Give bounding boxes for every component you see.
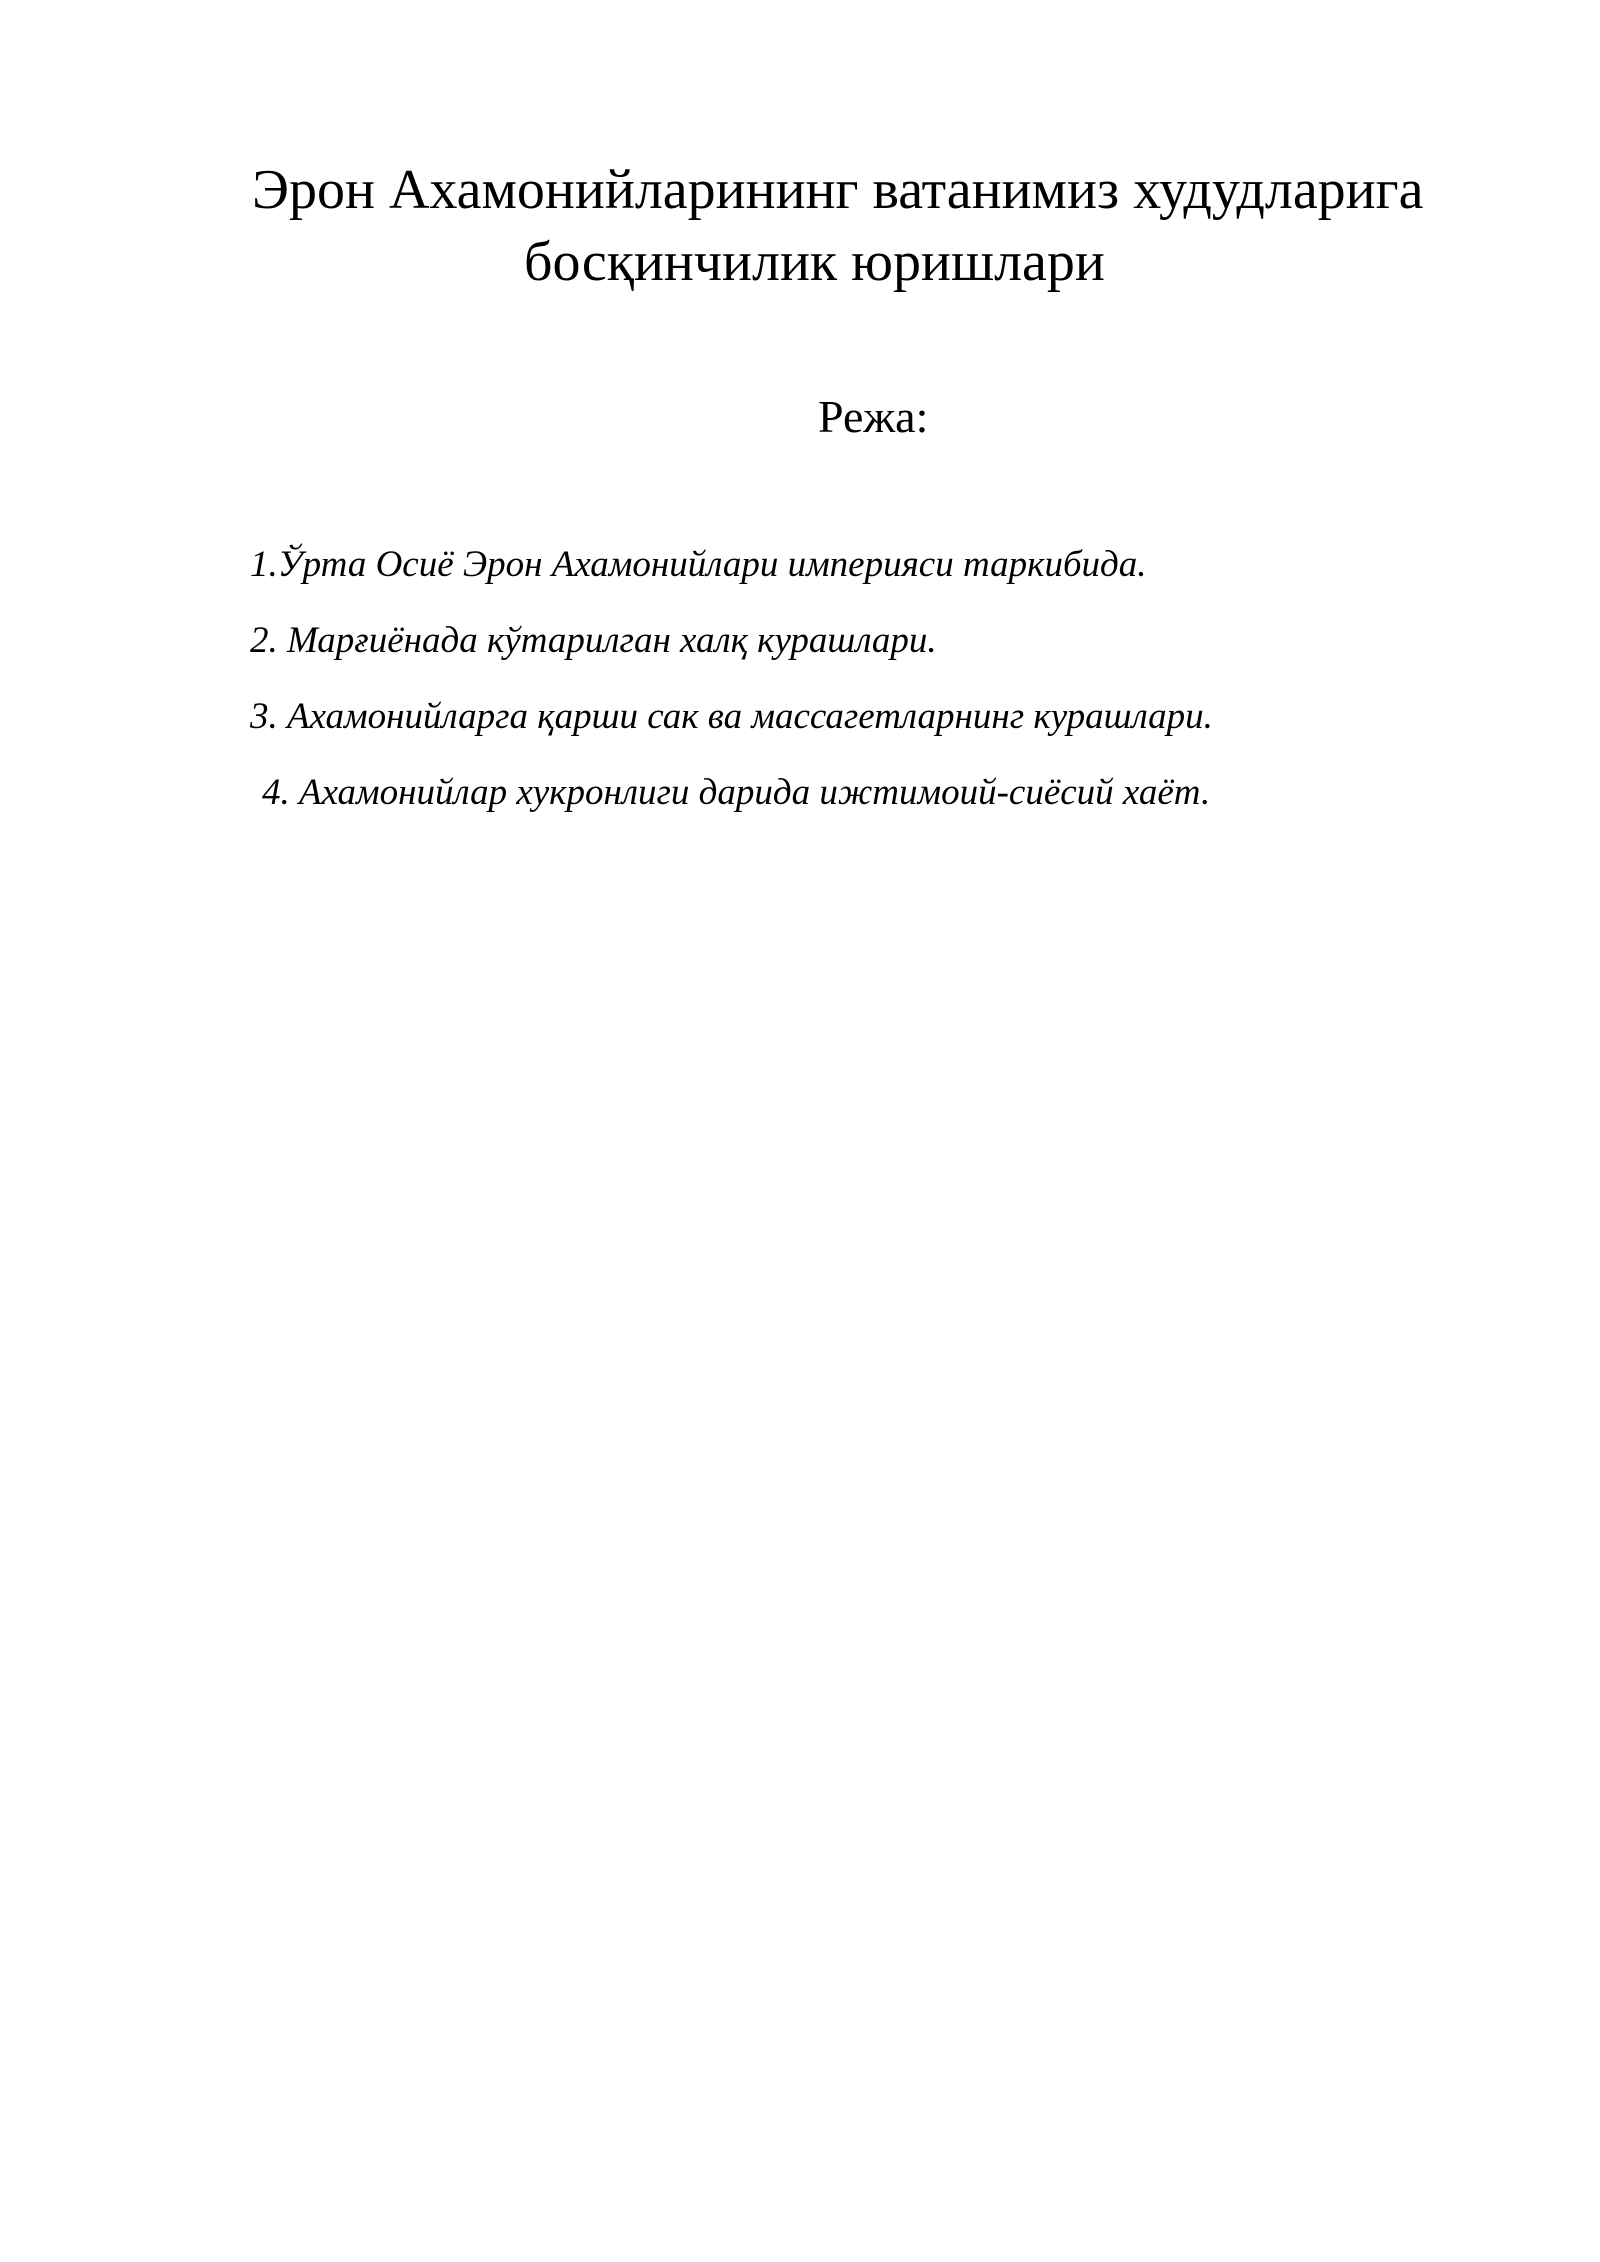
document-title-line-1: Эрон Ахамонийларининг ватанимиз худудларига [252, 159, 1424, 221]
plan-item: 1.Ўрта Осиё Эрон Ахамонийлари империяси таркибида. [250, 544, 1147, 585]
plan-item: 4. Ахамонийлар хукронлиги дарида ижтимоий-сиёсий хаёт. [262, 772, 1211, 813]
document-title-line-2: босқинчилик юришлари [524, 231, 1105, 293]
plan-item: 2. Марғиёнада кўтарилган халқ курашлари. [250, 620, 937, 661]
plan-item: 3. Ахамонийларга қарши сак ва массагетларнинг курашлари. [250, 696, 1213, 737]
plan-heading: Режа: [818, 391, 929, 442]
